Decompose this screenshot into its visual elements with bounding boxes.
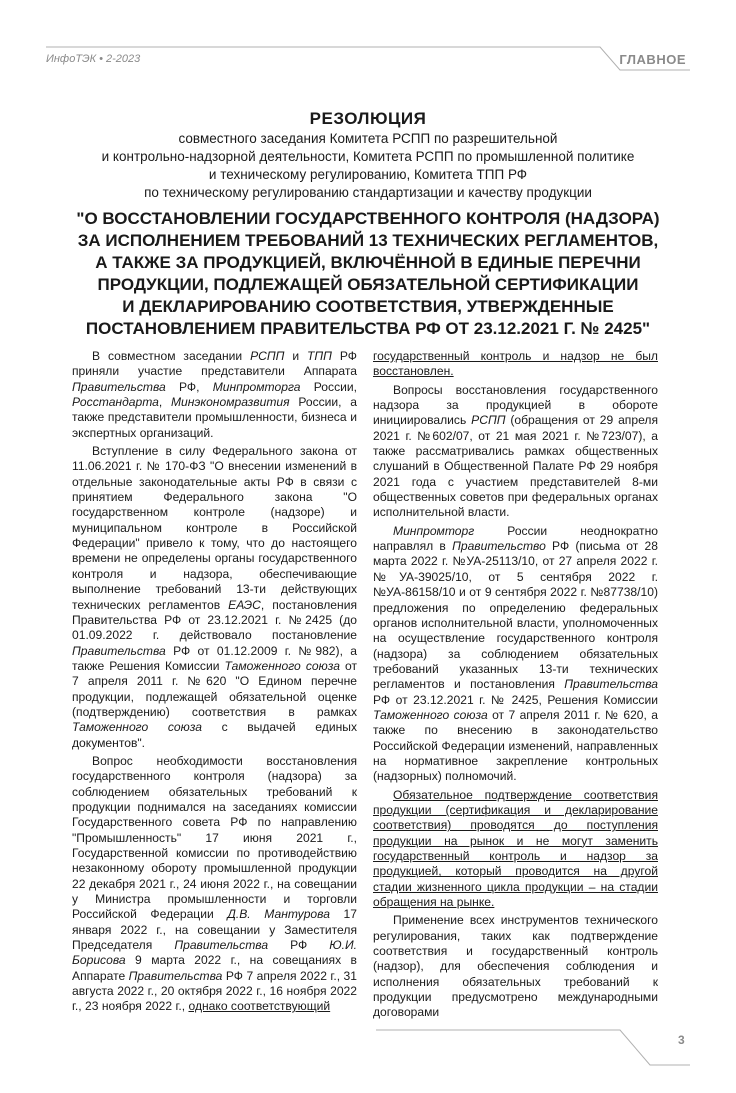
text-run: Правительства bbox=[72, 643, 166, 658]
text-run: Правительства bbox=[72, 379, 166, 394]
text-run: 17 января 2022 г., на совещании у Заместителя Председателя bbox=[72, 907, 357, 953]
text-run: государственный контроль и надзор не был восстановлен. bbox=[373, 349, 658, 379]
title-line-2: ЗА ИСПОЛНЕНИЕМ ТРЕБОВАНИЙ 13 ТЕХНИЧЕСКИХ РЕГЛАМЕНТОВ, bbox=[77, 231, 659, 250]
paragraph bbox=[72, 349, 357, 441]
header-rule bbox=[0, 0, 736, 80]
page-header bbox=[0, 0, 736, 80]
page-number: 3 bbox=[678, 1033, 685, 1047]
paragraph bbox=[373, 524, 658, 785]
text-run: Обязательное подтверждение соответствия продукции (сертификация и декларирование соответствия) проводятся до поступления продукции на рынок и не могут заменить государственный контроль и надзор за продукцией, который проводится на другой стадии жизненного цикла продукции – на стадии обращения на рынке. bbox=[373, 787, 658, 910]
text-run: и bbox=[284, 349, 308, 363]
text-run: , постановления Правительства РФ от 23.12.2021 г. №2425 (до 01.09.2022 г. действовало постановление bbox=[72, 597, 357, 643]
text-run: Правительство bbox=[452, 539, 546, 554]
paragraph-continued bbox=[373, 349, 658, 380]
text-run: В совместном заседании bbox=[92, 349, 251, 363]
subtitle-line-2: и контрольно-надзорной деятельности, Комитета РСПП по промышленной политике bbox=[101, 149, 635, 164]
text-run: Применение всех инструментов технического регулирования, таких как подтверждение соответствия и государственный контроль (надзор), для обеспечения соблюдения и исполнения обязательных требований к продукции предусмотрено международными договорами bbox=[373, 913, 658, 1020]
text-run: Росстандарта bbox=[72, 395, 159, 410]
paragraph bbox=[72, 444, 357, 751]
text-run: РФ от 23.12.2021 г. № 2425, Решения Комиссии bbox=[373, 692, 658, 707]
text-run: Таможенного союза bbox=[224, 658, 340, 673]
text-run: Минэкономразвития bbox=[170, 395, 290, 410]
left-column bbox=[72, 349, 357, 1015]
text-run: от 7 апреля 2011 г. №620 "О Едином перечне продукции, подлежащей обязательной оценке (подтверждению) соответствия в рамках bbox=[72, 658, 357, 719]
text-run: Вопросы восстановления государственного надзора за продукцией в обороте инициировались bbox=[373, 382, 658, 428]
paragraph bbox=[373, 383, 658, 521]
text-run: (обращения от 29 апреля 2021 г. №602/07, от 21 мая 2021 г. №723/07), а также рассматривались рамках общественных слушаний в Общественной Палате РФ 29 ноября 2021 года с участием представителей 8-ми общественных советов при федеральных органах исполнительной власти. bbox=[373, 413, 658, 520]
text-run: РФ, bbox=[165, 379, 213, 394]
text-run: ЕАЭС bbox=[228, 597, 261, 612]
text-run: Правительства bbox=[174, 938, 269, 953]
text-run: Таможенного союза bbox=[72, 720, 202, 735]
text-run: РФ 7 апреля 2022 г., 31 августа 2022 г., 20 октября 2022 г., 16 ноября 2022 г., 23 ноября 2022 г., bbox=[72, 968, 357, 1014]
right-column bbox=[373, 349, 658, 1021]
text-run: 9 марта 2022 г., на совещаниях в Аппарате bbox=[72, 953, 357, 983]
section-label: ГЛАВНОЕ bbox=[619, 52, 686, 67]
text-run: Вопрос необходимости восстановления государственного контроля (надзора) за соблюдением обязательных требований к продукции поднимался на заседаниях комиссии Государственного совета РФ по направлению "Промышленность" 17 июня 2021 г., Государственной комиссии по противодействию незаконному обороту промышленной продукции 22 декабря 2021 г., 24 июня 2022 г., на совещании у Министра промышленности и торговли Российской Федерации bbox=[72, 753, 357, 922]
text-run: однако соответствующий bbox=[188, 999, 331, 1014]
title-line-6: ПОСТАНОВЛЕНИЕМ ПРАВИТЕЛЬСТВА РФ ОТ 23.12.2021 Г. № 2425" bbox=[85, 319, 651, 338]
document-title bbox=[40, 208, 696, 340]
title-line-3: А ТАКЖЕ ЗА ПРОДУКЦИЕЙ, ВКЛЮЧЁННОЙ В ЕДИНЫЕ ПЕРЕЧНИ bbox=[95, 253, 641, 272]
title-line-5: И ДЕКЛАРИРОВАНИЮ СООТВЕТСТВИЯ, УТВЕРЖДЕННЫЕ bbox=[122, 297, 614, 316]
title-line-4: ПРОДУКЦИИ, ПОДЛЕЖАЩЕЙ ОБЯЗАТЕЛЬНОЙ СЕРТИФИКАЦИИ bbox=[97, 275, 639, 294]
text-run: ТПП bbox=[307, 349, 332, 363]
text-run: РФ приняли участие представители Аппарата bbox=[72, 349, 357, 379]
text-run: Д.В. Мантурова bbox=[227, 907, 330, 922]
text-run: Правительства bbox=[564, 677, 658, 692]
subtitle-line-4: по техническому регулированию стандартизации и качеству продукции bbox=[144, 185, 592, 200]
text-run: с выдачей единых документов". bbox=[72, 720, 357, 750]
text-run: РФ от 01.12.2009 г. №982), а также Решения Комиссии bbox=[72, 643, 357, 673]
text-run: РСПП bbox=[471, 413, 506, 428]
text-run: России, а также представители промышленности, бизнеса и экспертных организаций. bbox=[72, 395, 357, 440]
text-run: РСПП bbox=[250, 349, 285, 363]
paragraph bbox=[72, 754, 357, 1015]
paragraph bbox=[373, 788, 658, 911]
text-run: России, bbox=[300, 379, 357, 394]
text-run: Таможенного союза bbox=[373, 707, 488, 722]
title-line-1: "О ВОССТАНОВЛЕНИИ ГОСУДАРСТВЕННОГО КОНТРОЛЯ (НАДЗОРА) bbox=[76, 209, 660, 228]
text-run: от 7 апреля 2011 г. № 620, а также по внесению в законодательство Российской Федерации изменений, направленных на нормативное закрепление контрольных (надзорных) полномочий. bbox=[373, 707, 658, 784]
magazine-issue: ИнфоТЭК • 2-2023 bbox=[46, 53, 141, 65]
text-run: России неоднократно направлял в bbox=[373, 523, 658, 554]
title-block bbox=[40, 108, 696, 340]
subtitle-line-1: совместного заседания Комитета РСПП по разрешительной bbox=[178, 131, 558, 146]
text-run: РФ (письма от 28 марта 2022 г. №УА-25113/10, от 27 апреля 2022 г. №УА-39025/10, от 5 сентября 2022 г. №УА-86158/10 и от 9 сентября 2022 г. №87738/10) предложения по определению федеральных органов исполнительной власти, уполномоченных на осуществление государственного контроля (надзора) за соблюдением обязательных требований указанных 13-ти технических регламентов и постановления bbox=[373, 539, 658, 692]
text-run: Минпромторга bbox=[212, 379, 301, 394]
text-run: Правительства bbox=[128, 968, 223, 983]
text-run: РФ bbox=[268, 938, 330, 953]
text-run: Минпромторг bbox=[393, 523, 475, 538]
resolution-heading: РЕЗОЛЮЦИЯ bbox=[309, 109, 427, 128]
text-run: Вступление в силу Федерального закона от 11.06.2021 г. № 170-ФЗ "О внесении изменений в отдельные законодательные акты РФ в связи с принятием Федерального закона "О государственном контроле (надзоре) и муниципальном контроле в Российской Федерации" привело к тому, что до настоящего времени не определены органы государственного контроля и надзора, обеспечивающие выполнение требований 13-ти действующих технических регламентов bbox=[72, 444, 357, 612]
subtitle-line-3: и техническому регулированию, Комитета ТПП РФ bbox=[208, 167, 528, 182]
text-run: , bbox=[158, 395, 171, 410]
text-run: Ю.И. Борисова bbox=[72, 938, 357, 968]
paragraph bbox=[373, 913, 658, 1020]
